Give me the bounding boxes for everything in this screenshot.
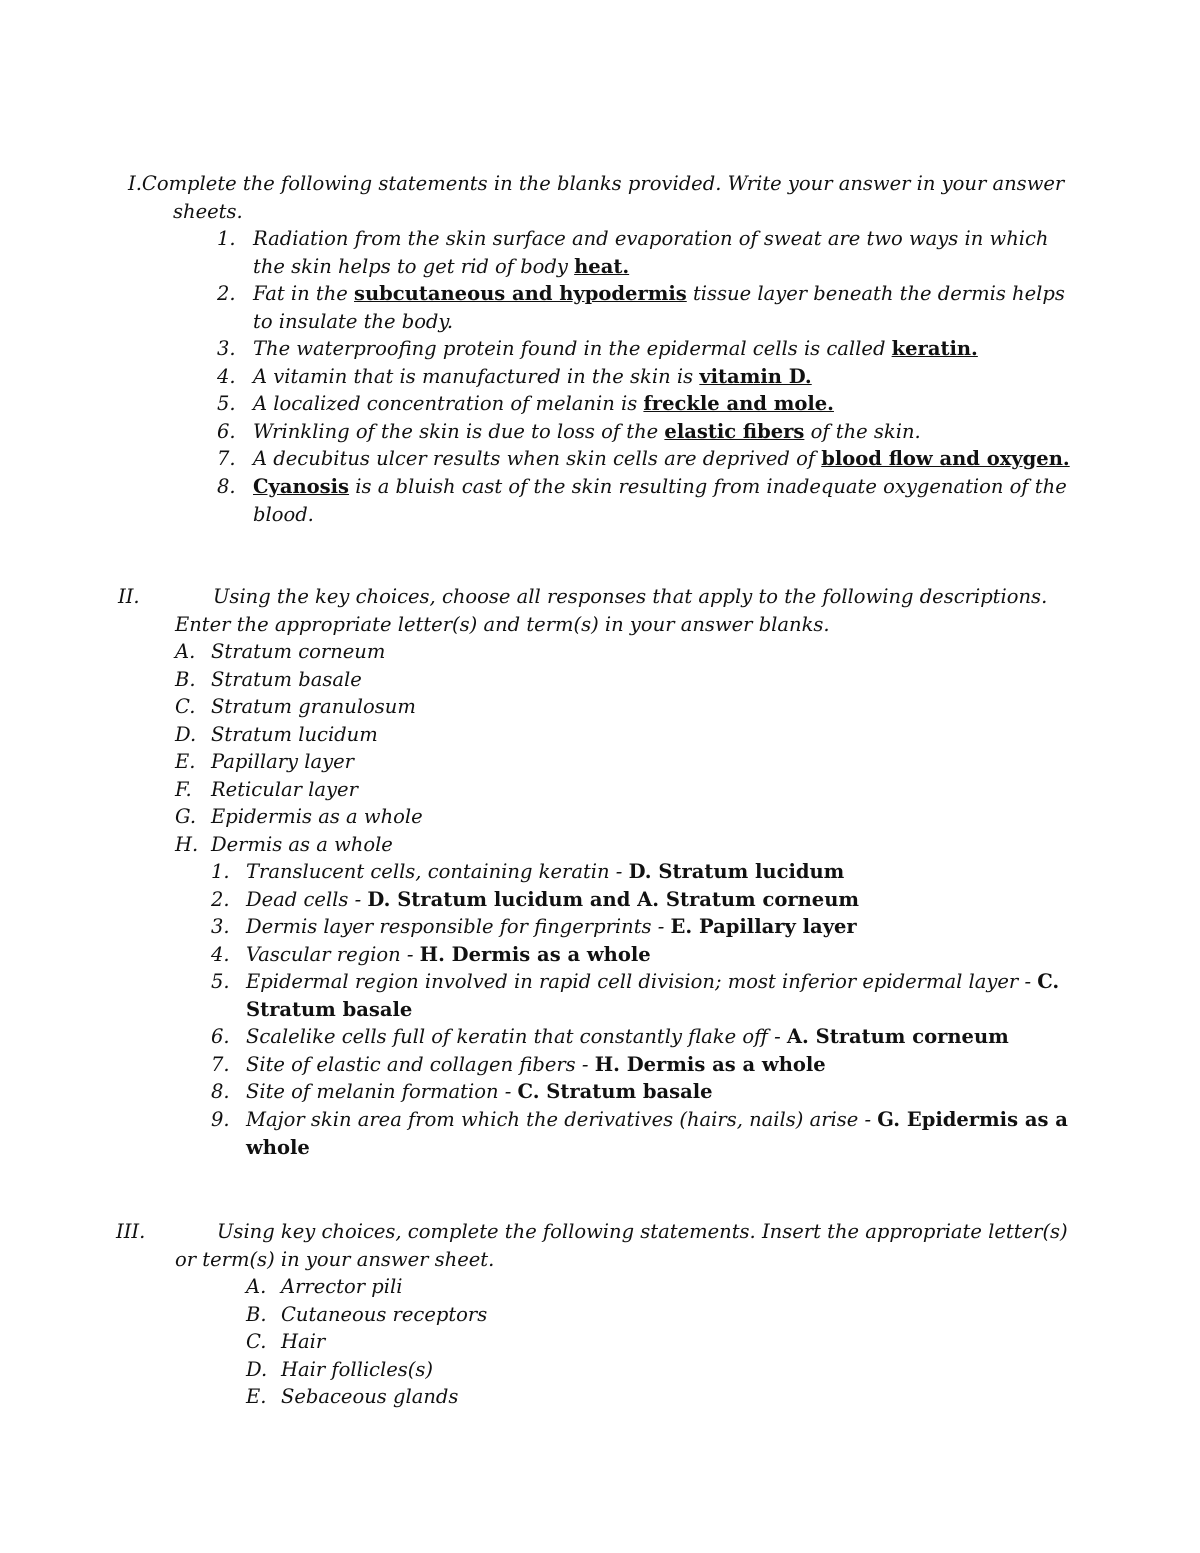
s2-item8-answer: C. Stratum basale <box>517 1080 713 1103</box>
s2-item8 <box>246 1078 713 1106</box>
s2-item3-number: 3. <box>211 915 230 938</box>
s1-item8-post: is a bluish cast of the skin resulting from inadequate oxygenation of the <box>349 475 1067 498</box>
s2-item4-number: 4. <box>211 943 230 966</box>
s2-item4-answer: H. Dermis as a whole <box>419 943 651 966</box>
s1-item3-answer: keratin. <box>891 337 978 360</box>
s3-choice-d-letter: D. <box>246 1358 268 1381</box>
s1-item3-number: 3. <box>217 337 236 360</box>
s2-choice-h-letter: H. <box>175 833 199 856</box>
s1-item2-number: 2. <box>217 282 236 305</box>
s1-item2-text <box>253 280 1065 308</box>
s2-item5-number: 5. <box>211 970 230 993</box>
s2-choice-b: Stratum basale <box>211 668 362 691</box>
s2-item7 <box>246 1051 826 1079</box>
s2-item2-number: 2. <box>211 888 230 911</box>
section1-instruction: Complete the following statements in the blanks provided. Write your answer in your answer <box>141 172 1065 195</box>
s1-item4-text <box>253 363 812 391</box>
s1-item8-line2: blood. <box>253 503 314 526</box>
s3-choice-e-letter: E. <box>246 1385 267 1408</box>
s1-item5-number: 5. <box>217 392 236 415</box>
s2-item5-answer: C. <box>1037 970 1060 993</box>
s3-choice-c-letter: C. <box>246 1330 267 1353</box>
s2-choice-g-letter: G. <box>175 805 197 828</box>
s2-item9-desc: Major skin area from which the derivatives (hairs, nails) arise - <box>246 1108 878 1131</box>
s2-item5 <box>246 968 1059 996</box>
s1-item6-answer: elastic fibers <box>664 420 805 443</box>
s1-item2-pre: Fat in the <box>253 282 354 305</box>
s1-item7-pre: A decubitus ulcer results when skin cells are deprived of <box>253 447 822 470</box>
s3-choice-d: Hair follicles(s) <box>281 1358 433 1381</box>
s2-choice-f: Reticular layer <box>211 778 358 801</box>
s1-item4-pre: A vitamin that is manufactured in the skin is <box>253 365 700 388</box>
s2-choice-h: Dermis as a whole <box>211 833 393 856</box>
s2-choice-a-letter: A. <box>175 640 196 663</box>
section1-instruction-line2: sheets. <box>173 200 243 223</box>
s2-item1-answer: D. Stratum lucidum <box>628 860 845 883</box>
s2-item6 <box>246 1023 1009 1051</box>
s3-choice-c: Hair <box>281 1330 326 1353</box>
s1-item7-answer: blood flow and oxygen. <box>821 447 1070 470</box>
s2-item9-answer-line2: whole <box>246 1136 310 1159</box>
s1-item2-answer: subcutaneous and hypodermis <box>354 282 687 305</box>
s1-item5-text <box>253 390 834 418</box>
s2-item3 <box>246 913 857 941</box>
s1-item5-pre: A localized concentration of melanin is <box>253 392 644 415</box>
s3-choice-b-letter: B. <box>246 1303 267 1326</box>
s2-item2 <box>246 886 859 914</box>
section2-instruction-line2: Enter the appropriate letter(s) and term(s) in your answer blanks. <box>175 613 830 636</box>
s2-item8-desc: Site of melanin formation - <box>246 1080 518 1103</box>
section3-roman: III. <box>116 1220 146 1243</box>
s2-item6-answer: A. Stratum corneum <box>786 1025 1009 1048</box>
s2-item2-answer: D. Stratum lucidum and A. Stratum corneum <box>367 888 860 911</box>
s1-item6-text <box>253 418 921 446</box>
s1-item4-answer: vitamin D. <box>699 365 812 388</box>
s1-item8-answer: Cyanosis <box>253 475 350 498</box>
s2-choice-c-letter: C. <box>175 695 196 718</box>
s1-item2-post: tissue layer beneath the dermis helps <box>686 282 1065 305</box>
s3-choice-a: Arrector pili <box>281 1275 403 1298</box>
s1-item3-pre: The waterproofing protein found in the epidermal cells is called <box>253 337 892 360</box>
s2-item6-desc: Scalelike cells full of keratin that constantly flake off - <box>246 1025 787 1048</box>
s2-item7-answer: H. Dermis as a whole <box>594 1053 826 1076</box>
section1-heading <box>128 170 1064 198</box>
s2-item1-number: 1. <box>211 860 230 883</box>
s2-choice-e-letter: E. <box>175 750 196 773</box>
s2-choice-g: Epidermis as a whole <box>211 805 423 828</box>
s2-choice-e: Papillary layer <box>211 750 354 773</box>
s2-choice-f-letter: F. <box>175 778 192 801</box>
s2-item8-number: 8. <box>211 1080 230 1103</box>
s2-item3-desc: Dermis layer responsible for fingerprints - <box>246 915 671 938</box>
s2-item9-number: 9. <box>211 1108 230 1131</box>
s2-choice-d: Stratum lucidum <box>211 723 378 746</box>
s2-choice-a: Stratum corneum <box>211 640 386 663</box>
s1-item1-text-line2 <box>253 253 629 281</box>
s2-item5-desc: Epidermal region involved in rapid cell division; most inferior epidermal layer - <box>246 970 1038 993</box>
s1-item3-text <box>253 335 978 363</box>
s1-item6-pre: Wrinkling of the skin is due to loss of the <box>253 420 665 443</box>
s2-choice-d-letter: D. <box>175 723 197 746</box>
s2-item7-number: 7. <box>211 1053 230 1076</box>
s1-item7-text <box>253 445 1070 473</box>
s2-item7-desc: Site of elastic and collagen fibers - <box>246 1053 595 1076</box>
s1-item1-answer: heat. <box>574 255 630 278</box>
s2-item3-answer: E. Papillary layer <box>670 915 857 938</box>
s3-choice-b: Cutaneous receptors <box>281 1303 488 1326</box>
s2-item4-desc: Vascular region - <box>246 943 420 966</box>
s1-item6-post: of the skin. <box>804 420 921 443</box>
s2-choice-b-letter: B. <box>175 668 196 691</box>
s2-item5-answer-line2: Stratum basale <box>246 998 413 1021</box>
s2-item9-answer: G. Epidermis as a <box>877 1108 1068 1131</box>
section3-instruction-line2: or term(s) in your answer sheet. <box>175 1248 495 1271</box>
s1-item1-number: 1. <box>217 227 236 250</box>
s2-choice-c: Stratum granulosum <box>211 695 416 718</box>
s2-item6-number: 6. <box>211 1025 230 1048</box>
s1-item8-text <box>253 473 1067 501</box>
section1-roman: I. <box>128 172 142 195</box>
s1-item6-number: 6. <box>217 420 236 443</box>
s3-choice-a-letter: A. <box>246 1275 267 1298</box>
s2-item9 <box>246 1106 1068 1134</box>
s3-choice-e: Sebaceous glands <box>281 1385 459 1408</box>
s1-item2-line2: to insulate the body. <box>253 310 454 333</box>
s2-item1-desc: Translucent cells, containing keratin - <box>246 860 629 883</box>
s1-item8-number: 8. <box>217 475 236 498</box>
s2-item1 <box>246 858 844 886</box>
section2-roman: II. <box>118 585 140 608</box>
s1-item1-text-cont: the skin helps to get rid of body <box>253 255 575 278</box>
section2-instruction: Using the key choices, choose all responses that apply to the following descriptions. <box>213 585 1048 608</box>
s1-item5-answer: freckle and mole. <box>643 392 834 415</box>
s1-item1-text: Radiation from the skin surface and evaporation of sweat are two ways in which <box>253 227 1049 250</box>
section3-instruction: Using key choices, complete the following statements. Insert the appropriate letter(s) <box>217 1220 1068 1243</box>
s1-item7-number: 7. <box>217 447 236 470</box>
s2-item4 <box>246 941 651 969</box>
s2-item2-desc: Dead cells - <box>246 888 368 911</box>
s1-item4-number: 4. <box>217 365 236 388</box>
